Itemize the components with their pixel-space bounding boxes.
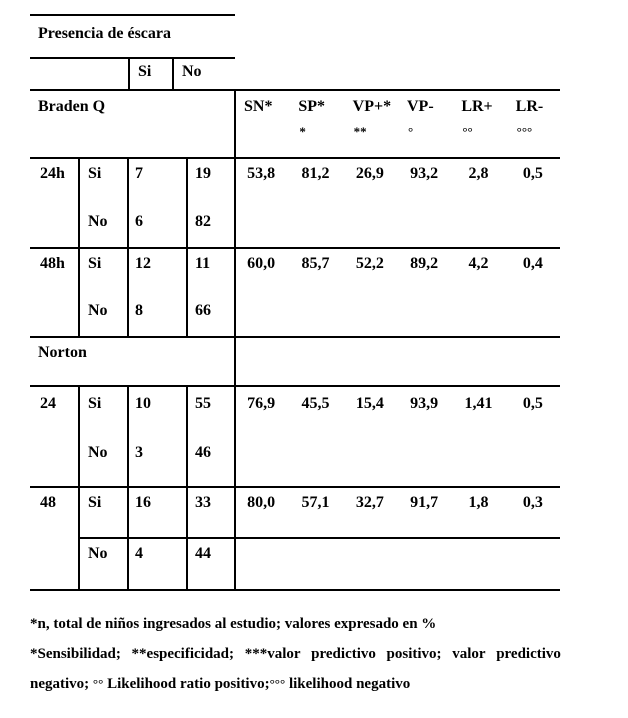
norton-24-vpp: 15,4	[355, 395, 384, 412]
norton-48-vpn: 91,7	[410, 494, 439, 511]
braden-24h-lrn: 0,5	[522, 165, 543, 182]
braden-48h-sn: 60,0	[247, 255, 276, 272]
braden-24h-no-esc-no: 82	[195, 213, 211, 230]
norton-24-sp: 45,5	[301, 395, 330, 412]
table-bottom-border	[30, 589, 560, 591]
norton-24-vpn: 93,9	[410, 395, 439, 412]
stat-col-lrp-marker: °°	[462, 124, 473, 139]
braden-24h-col1-divider	[78, 157, 80, 249]
braden-24h-vpn: 93,2	[410, 165, 439, 182]
footnote-line-3-text-c: likelihood negativo	[285, 676, 411, 692]
braden-24h-time: 24h	[40, 165, 65, 182]
title-top-border	[30, 14, 235, 16]
braden-24h-lrp: 2,8	[468, 165, 489, 182]
stat-col-vpn-marker: °	[407, 124, 414, 139]
norton-48-col1-divider	[78, 486, 80, 591]
stat-col-vpp-marker: **	[353, 124, 367, 139]
table-title: Presencia de éscara	[38, 25, 171, 42]
norton-24-no-esc-no: 46	[195, 444, 211, 461]
title-bottom-border	[30, 57, 235, 59]
braden-48h-no-label: No	[88, 302, 108, 319]
outcome-no-divider	[172, 57, 174, 91]
norton-24-bottom-border	[30, 486, 560, 488]
braden-24h-si-label: Si	[88, 165, 102, 182]
norton-48-lrn: 0,3	[522, 494, 543, 511]
braden-24h-no-label: No	[88, 213, 108, 230]
outcome-si-header: Si	[138, 63, 152, 80]
braden-48h-no-esc-si: 8	[135, 302, 143, 319]
norton-48-no-label: No	[88, 545, 108, 562]
stat-col-vpp-label: VP+*	[352, 98, 392, 115]
stat-col-sn-marker	[234, 124, 288, 140]
braden-24h-si-esc-si: 7	[135, 165, 143, 182]
norton-48-si-label: Si	[88, 494, 102, 511]
braden-48h-sp: 85,7	[301, 255, 330, 272]
braden-48h-col2-divider	[127, 247, 129, 338]
braden-48h-si-esc-no: 11	[195, 255, 211, 272]
footnote-lr-positive-marker: °°	[92, 676, 104, 691]
footnote-line-3-text-a: negativo;	[30, 676, 93, 692]
braden-48h-lrp: 4,2	[468, 255, 489, 272]
stat-header-sub-row	[234, 124, 560, 140]
braden-24h-col3-divider	[186, 157, 188, 249]
stat-col-sp-marker: *	[299, 124, 306, 139]
norton-24-col3-divider	[186, 385, 188, 488]
outcome-si-divider	[128, 57, 130, 91]
stat-col-lrn-label: LR-	[515, 98, 544, 115]
braden-48h-time: 48h	[40, 255, 65, 272]
norton-48-lrp: 1,8	[468, 494, 489, 511]
norton-48-split-border	[80, 537, 560, 539]
norton-header-bottom-border	[30, 385, 560, 387]
norton-48-no-esc-no: 44	[195, 545, 211, 562]
braden-scale-label: Braden Q	[38, 98, 106, 115]
braden-24h-sp: 81,2	[301, 165, 330, 182]
braden-24h-bottom-border	[30, 247, 560, 249]
braden-48h-col3-divider	[186, 247, 188, 338]
norton-24-si-esc-si: 10	[135, 395, 151, 412]
braden-48h-vpp: 52,2	[355, 255, 384, 272]
braden-24h-stats-row	[234, 164, 560, 184]
outcome-no-header: No	[182, 63, 202, 80]
braden-48h-si-label: Si	[88, 255, 102, 272]
norton-24-stats-row	[234, 394, 560, 414]
braden-48h-si-esc-si: 12	[135, 255, 151, 272]
norton-48-sn: 80,0	[247, 494, 276, 511]
braden-48h-col1-divider	[78, 247, 80, 338]
norton-stats-divider	[234, 336, 236, 387]
norton-24-si-esc-no: 55	[195, 395, 211, 412]
braden-24h-vpp: 26,9	[355, 165, 384, 182]
norton-48-col2-divider	[127, 486, 129, 591]
norton-24-no-label: No	[88, 444, 108, 461]
norton-48-time: 48	[40, 494, 56, 511]
braden-48h-no-esc-no: 66	[195, 302, 211, 319]
stat-col-vpn-label: VP-	[406, 98, 434, 115]
footnote-line-1: *n, total de niños ingresados al estudio; valores expresado en %	[30, 616, 437, 632]
braden-header-bottom-border	[30, 157, 560, 159]
braden-48h-stats-row	[234, 254, 560, 274]
stat-col-sn-label: SN*	[244, 98, 273, 115]
norton-24-lrp: 1,41	[464, 395, 493, 412]
footnote-lr-negative-marker: °°°	[269, 676, 286, 691]
stat-header-row	[234, 97, 560, 117]
norton-24-no-esc-si: 3	[135, 444, 143, 461]
norton-24-time: 24	[40, 395, 56, 412]
norton-24-si-label: Si	[88, 395, 102, 412]
braden-48h-bottom-border	[30, 336, 560, 338]
footnote-line-3-text-b: Likelihood ratio positivo;	[103, 676, 270, 692]
norton-scale-label: Norton	[38, 344, 87, 361]
stat-col-sp-label: SP*	[298, 98, 325, 115]
norton-48-col3-divider	[186, 486, 188, 591]
stat-col-lrn-marker: °°°	[516, 124, 533, 139]
norton-24-col1-divider	[78, 385, 80, 488]
norton-48-si-esc-si: 16	[135, 494, 151, 511]
footnote-line-2: *Sensibilidad; **especificidad; ***valor predictivo positivo; valor predictivo	[30, 646, 561, 662]
braden-24h-no-esc-si: 6	[135, 213, 143, 230]
norton-24-sn: 76,9	[247, 395, 276, 412]
footnote-line-3	[30, 674, 561, 694]
norton-48-stats-row	[234, 493, 560, 513]
norton-48-vpp: 32,7	[355, 494, 384, 511]
braden-48h-vpn: 89,2	[410, 255, 439, 272]
outcome-header-bottom-border	[30, 89, 560, 91]
braden-48h-lrn: 0,4	[522, 255, 543, 272]
norton-48-no-esc-si: 4	[135, 545, 143, 562]
stat-col-lrp-label: LR+	[461, 98, 493, 115]
braden-24h-sn: 53,8	[247, 165, 276, 182]
norton-24-col2-divider	[127, 385, 129, 488]
norton-48-sp: 57,1	[301, 494, 330, 511]
norton-48-si-esc-no: 33	[195, 494, 211, 511]
norton-24-lrn: 0,5	[522, 395, 543, 412]
braden-24h-col2-divider	[127, 157, 129, 249]
braden-24h-si-esc-no: 19	[195, 165, 211, 182]
